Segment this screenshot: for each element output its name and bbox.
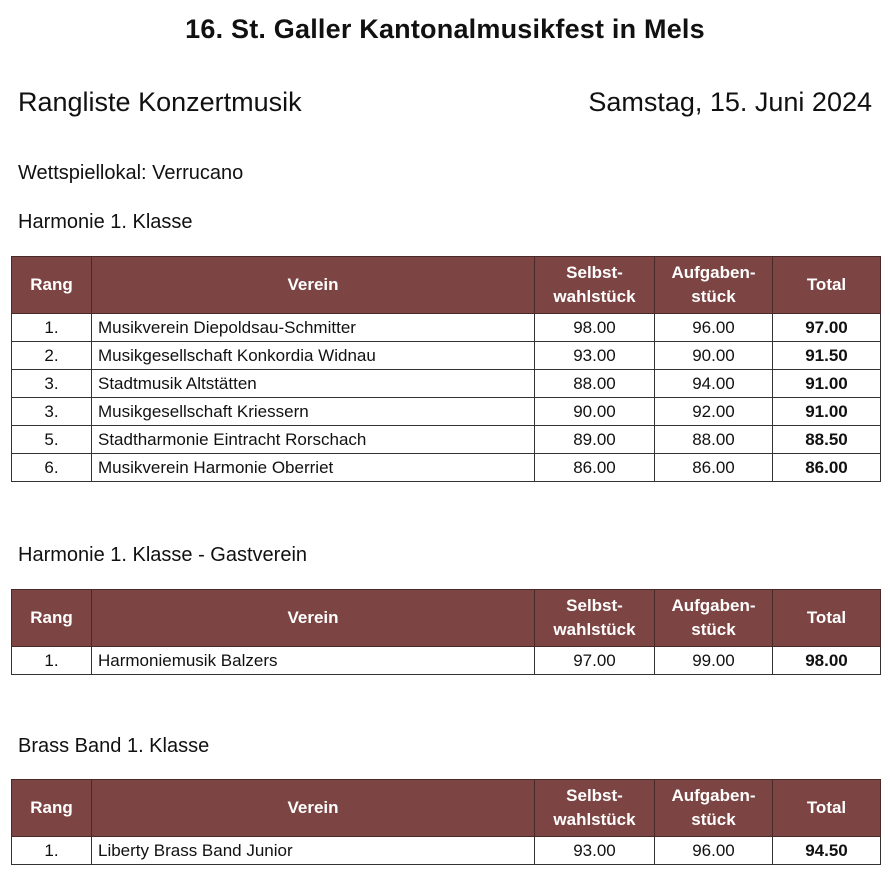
selbst-cell: 89.00: [535, 426, 655, 454]
total-cell: 97.00: [773, 314, 881, 342]
section-title-brass-band: Brass Band 1. Klasse: [18, 735, 210, 757]
column-header-selbstwahlstueck: [535, 590, 655, 647]
ranking-table-brass-band: [11, 779, 881, 865]
rang-cell: 1.: [12, 314, 92, 342]
aufgabe-cell: 94.00: [655, 370, 773, 398]
verein-cell: Harmoniemusik Balzers: [92, 647, 535, 675]
section-title-harmonie-gastverein: Harmonie 1. Klasse - Gastverein: [18, 544, 308, 566]
verein-cell: Liberty Brass Band Junior: [92, 837, 535, 865]
header-line: Selbst-: [566, 263, 623, 282]
rang-cell: 6.: [12, 454, 92, 482]
header-line: Selbst-: [566, 786, 623, 805]
table-row: [12, 426, 881, 454]
header-line: wahlstück: [553, 810, 636, 829]
column-header-total: Total: [773, 590, 881, 647]
header-line: Aufgaben-: [671, 786, 756, 805]
aufgabe-cell: 90.00: [655, 342, 773, 370]
table-row: [12, 837, 881, 865]
total-cell: 98.00: [773, 647, 881, 675]
verein-cell: Stadtmusik Altstätten: [92, 370, 535, 398]
verein-cell: Musikverein Harmonie Oberriet: [92, 454, 535, 482]
header-line: Selbst-: [566, 596, 623, 615]
total-cell: 91.00: [773, 370, 881, 398]
table-row: [12, 454, 881, 482]
column-header-aufgabenstueck: [655, 590, 773, 647]
aufgabe-cell: 88.00: [655, 426, 773, 454]
column-header-verein: Verein: [92, 257, 535, 314]
total-cell: 94.50: [773, 837, 881, 865]
column-header-rang: Rang: [12, 590, 92, 647]
column-header-aufgabenstueck: [655, 257, 773, 314]
aufgabe-cell: 99.00: [655, 647, 773, 675]
rang-cell: 3.: [12, 370, 92, 398]
selbst-cell: 93.00: [535, 342, 655, 370]
section-title-harmonie: Harmonie 1. Klasse: [18, 211, 193, 233]
table-row: [12, 314, 881, 342]
rang-cell: 2.: [12, 342, 92, 370]
header-line: stück: [691, 810, 736, 829]
ranking-subtitle: Rangliste Konzertmusik: [18, 87, 302, 117]
header-line: Aufgaben-: [671, 596, 756, 615]
table-header-row: [12, 780, 881, 837]
table-row: [12, 342, 881, 370]
selbst-cell: 97.00: [535, 647, 655, 675]
verein-cell: Stadtharmonie Eintracht Rorschach: [92, 426, 535, 454]
verein-cell: Musikverein Diepoldsau-Schmitter: [92, 314, 535, 342]
ranking-table-harmonie: [11, 256, 881, 482]
total-cell: 91.50: [773, 342, 881, 370]
total-cell: 91.00: [773, 398, 881, 426]
column-header-aufgabenstueck: [655, 780, 773, 837]
column-header-total: Total: [773, 780, 881, 837]
column-header-selbstwahlstueck: [535, 780, 655, 837]
selbst-cell: 98.00: [535, 314, 655, 342]
rang-cell: 5.: [12, 426, 92, 454]
selbst-cell: 90.00: [535, 398, 655, 426]
aufgabe-cell: 96.00: [655, 314, 773, 342]
aufgabe-cell: 92.00: [655, 398, 773, 426]
venue-label: Wettspiellokal: Verrucano: [18, 162, 244, 184]
aufgabe-cell: 96.00: [655, 837, 773, 865]
total-cell: 86.00: [773, 454, 881, 482]
column-header-selbstwahlstueck: [535, 257, 655, 314]
column-header-verein: Verein: [92, 780, 535, 837]
header-line: stück: [691, 620, 736, 639]
selbst-cell: 88.00: [535, 370, 655, 398]
header-line: stück: [691, 287, 736, 306]
column-header-verein: Verein: [92, 590, 535, 647]
selbst-cell: 93.00: [535, 837, 655, 865]
table-row: [12, 370, 881, 398]
verein-cell: Musikgesellschaft Kriessern: [92, 398, 535, 426]
table-header-row: [12, 590, 881, 647]
rang-cell: 3.: [12, 398, 92, 426]
total-cell: 88.50: [773, 426, 881, 454]
column-header-rang: Rang: [12, 780, 92, 837]
selbst-cell: 86.00: [535, 454, 655, 482]
header-line: Aufgaben-: [671, 263, 756, 282]
ranking-table-gastverein: [11, 589, 881, 675]
rang-cell: 1.: [12, 647, 92, 675]
rang-cell: 1.: [12, 837, 92, 865]
header-line: wahlstück: [553, 620, 636, 639]
verein-cell: Musikgesellschaft Konkordia Widnau: [92, 342, 535, 370]
column-header-total: Total: [773, 257, 881, 314]
table-row: [12, 647, 881, 675]
header-line: wahlstück: [553, 287, 636, 306]
page-title: 16. St. Galler Kantonalmusikfest in Mels: [185, 14, 705, 44]
table-header-row: [12, 257, 881, 314]
aufgabe-cell: 86.00: [655, 454, 773, 482]
table-row: [12, 398, 881, 426]
event-date: Samstag, 15. Juni 2024: [588, 87, 872, 117]
column-header-rang: Rang: [12, 257, 92, 314]
